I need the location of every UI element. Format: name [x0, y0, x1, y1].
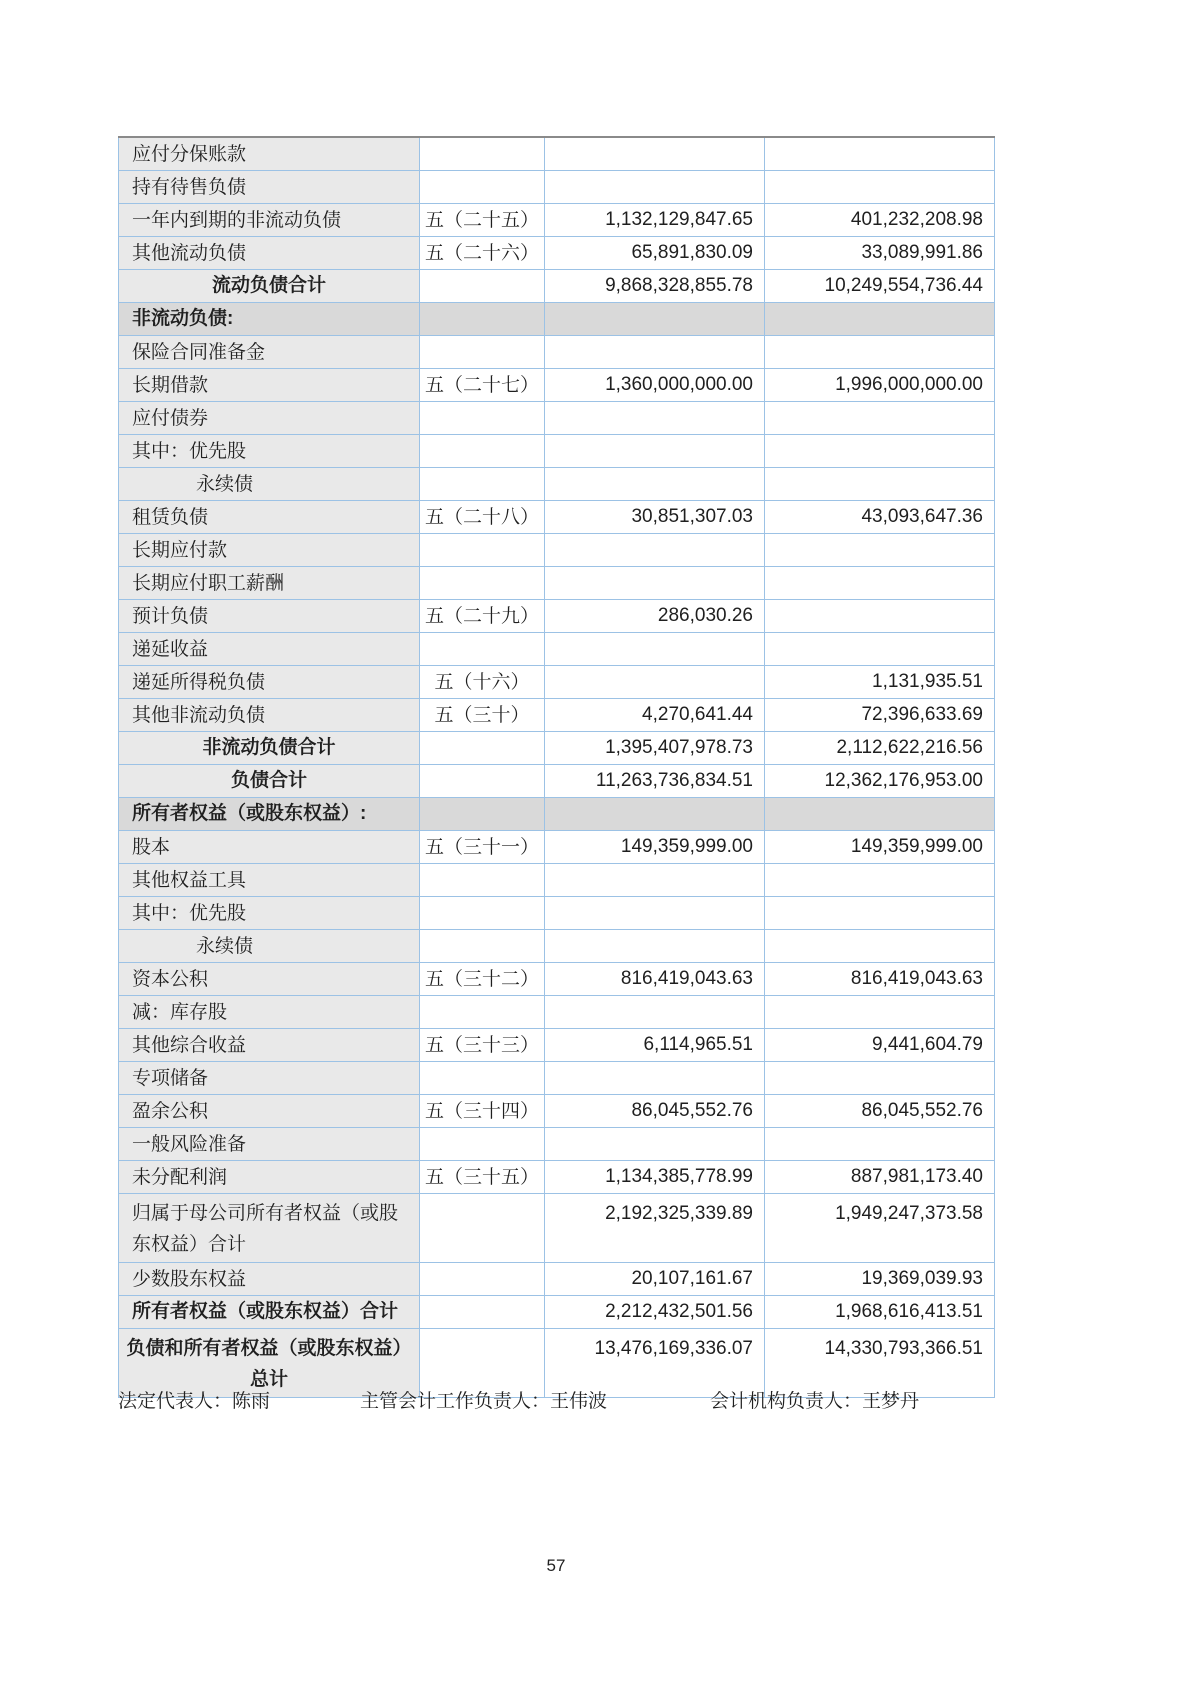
note-cell [420, 567, 545, 600]
amount-current-cell [545, 897, 765, 930]
table-row [119, 633, 995, 666]
table-row [119, 567, 995, 600]
amount-prior-cell [765, 798, 995, 831]
note-cell: 五（二十九） [420, 600, 545, 633]
amount-current-cell [545, 1062, 765, 1095]
note-cell [420, 303, 545, 336]
chief-accounting-officer-text: 主管会计工作负责人：王伟波 [360, 1390, 608, 1412]
row-label-cell: 永续债 [119, 468, 420, 501]
amount-prior-cell: 1,949,247,373.58 [765, 1194, 995, 1263]
section-header-row [119, 798, 995, 831]
amount-current-cell [545, 336, 765, 369]
amount-prior-cell [765, 600, 995, 633]
amount-current-cell [545, 798, 765, 831]
note-cell [420, 1128, 545, 1161]
amount-prior-cell [765, 864, 995, 897]
amount-current-cell: 11,263,736,834.51 [545, 765, 765, 798]
note-cell [420, 897, 545, 930]
note-cell: 五（三十四） [420, 1095, 545, 1128]
table-row [119, 402, 995, 435]
row-label-cell: 其他权益工具 [119, 864, 420, 897]
table-row [119, 501, 995, 534]
table-row [119, 1194, 995, 1263]
amount-current-cell: 816,419,043.63 [545, 963, 765, 996]
amount-prior-cell [765, 435, 995, 468]
amount-prior-cell: 12,362,176,953.00 [765, 765, 995, 798]
amount-current-cell: 20,107,161.67 [545, 1263, 765, 1296]
amount-prior-cell [765, 930, 995, 963]
amount-prior-cell: 1,996,000,000.00 [765, 369, 995, 402]
table-row [119, 732, 995, 765]
amount-prior-cell: 86,045,552.76 [765, 1095, 995, 1128]
amount-current-cell: 2,212,432,501.56 [545, 1296, 765, 1329]
row-label-cell: 未分配利润 [119, 1161, 420, 1194]
amount-prior-cell: 2,112,622,216.56 [765, 732, 995, 765]
amount-prior-cell [765, 1128, 995, 1161]
row-label-cell: 递延所得税负债 [119, 666, 420, 699]
row-label-cell: 持有待售负债 [119, 171, 420, 204]
row-label-cell: 资本公积 [119, 963, 420, 996]
note-cell [420, 633, 545, 666]
section-header-row [119, 303, 995, 336]
row-label-cell: 其中：优先股 [119, 435, 420, 468]
table-row [119, 1128, 995, 1161]
note-cell: 五（三十五） [420, 1161, 545, 1194]
amount-current-cell: 2,192,325,339.89 [545, 1194, 765, 1263]
row-label-cell: 其他流动负债 [119, 237, 420, 270]
table-row [119, 204, 995, 237]
amount-current-cell: 86,045,552.76 [545, 1095, 765, 1128]
table-row [119, 831, 995, 864]
row-label-cell: 少数股东权益 [119, 1263, 420, 1296]
note-cell: 五（三十三） [420, 1029, 545, 1062]
amount-prior-cell [765, 567, 995, 600]
note-cell [420, 171, 545, 204]
amount-current-cell [545, 633, 765, 666]
table-row [119, 435, 995, 468]
amount-current-cell [545, 666, 765, 699]
row-label-cell: 非流动负债: [119, 303, 420, 336]
table-row [119, 1161, 995, 1194]
table-row [119, 864, 995, 897]
table-row [119, 1029, 995, 1062]
note-cell [420, 765, 545, 798]
row-label-cell: 一年内到期的非流动负债 [119, 204, 420, 237]
table-row [119, 1296, 995, 1329]
table-row [119, 369, 995, 402]
table-row [119, 963, 995, 996]
row-label-cell: 专项储备 [119, 1062, 420, 1095]
amount-current-cell [545, 534, 765, 567]
amount-prior-cell: 887,981,173.40 [765, 1161, 995, 1194]
table-row [119, 1095, 995, 1128]
amount-current-cell [545, 435, 765, 468]
row-label-cell: 递延收益 [119, 633, 420, 666]
amount-current-cell: 9,868,328,855.78 [545, 270, 765, 303]
note-cell [420, 798, 545, 831]
amount-current-cell: 286,030.26 [545, 600, 765, 633]
amount-prior-cell [765, 336, 995, 369]
note-cell: 五（三十） [420, 699, 545, 732]
balance-sheet-table-body [119, 137, 995, 1398]
table-row [119, 699, 995, 732]
note-cell: 五（二十六） [420, 237, 545, 270]
table-row [119, 666, 995, 699]
page-number: 57 [546, 1556, 566, 1575]
note-cell [420, 1263, 545, 1296]
row-label-cell: 长期应付款 [119, 534, 420, 567]
amount-prior-cell: 149,359,999.00 [765, 831, 995, 864]
note-cell: 五（三十二） [420, 963, 545, 996]
amount-current-cell [545, 402, 765, 435]
amount-prior-cell: 43,093,647.36 [765, 501, 995, 534]
row-label-cell: 其中：优先股 [119, 897, 420, 930]
table-row [119, 1062, 995, 1095]
amount-current-cell: 30,851,307.03 [545, 501, 765, 534]
note-cell [420, 1296, 545, 1329]
table-row [119, 171, 995, 204]
amount-prior-cell [765, 137, 995, 171]
row-label-cell: 一般风险准备 [119, 1128, 420, 1161]
amount-current-cell: 1,134,385,778.99 [545, 1161, 765, 1194]
note-cell [420, 732, 545, 765]
amount-prior-cell [765, 402, 995, 435]
table-row [119, 270, 995, 303]
table-row [119, 137, 995, 171]
amount-prior-cell [765, 996, 995, 1029]
note-cell: 五（二十七） [420, 369, 545, 402]
note-cell [420, 435, 545, 468]
note-cell [420, 402, 545, 435]
amount-current-cell: 4,270,641.44 [545, 699, 765, 732]
row-label-cell: 应付分保账款 [119, 137, 420, 171]
row-label-cell: 租赁负债 [119, 501, 420, 534]
amount-prior-cell [765, 303, 995, 336]
amount-current-cell [545, 1128, 765, 1161]
row-label-cell: 股本 [119, 831, 420, 864]
row-label-cell: 预计负债 [119, 600, 420, 633]
note-cell [420, 534, 545, 567]
amount-prior-cell: 816,419,043.63 [765, 963, 995, 996]
amount-prior-cell [765, 468, 995, 501]
row-label-cell: 长期借款 [119, 369, 420, 402]
amount-prior-cell: 10,249,554,736.44 [765, 270, 995, 303]
note-cell [420, 1062, 545, 1095]
row-label-cell: 负债合计 [119, 765, 420, 798]
amount-prior-cell: 9,441,604.79 [765, 1029, 995, 1062]
row-label-cell: 永续债 [119, 930, 420, 963]
note-cell: 五（十六） [420, 666, 545, 699]
balance-sheet-table [118, 136, 995, 1398]
table-row [119, 468, 995, 501]
note-cell [420, 996, 545, 1029]
legal-representative-text: 法定代表人：陈雨 [118, 1390, 271, 1412]
row-label-cell: 长期应付职工薪酬 [119, 567, 420, 600]
amount-prior-cell: 1,131,935.51 [765, 666, 995, 699]
note-cell: 五（二十八） [420, 501, 545, 534]
amount-prior-cell [765, 171, 995, 204]
amount-current-cell: 13,476,169,336.07 [545, 1329, 765, 1398]
amount-current-cell: 149,359,999.00 [545, 831, 765, 864]
table-row [119, 897, 995, 930]
amount-current-cell: 1,132,129,847.65 [545, 204, 765, 237]
note-cell [420, 864, 545, 897]
row-label-cell: 所有者权益（或股东权益）: [119, 798, 420, 831]
table-row [119, 336, 995, 369]
row-label-cell: 负债和所有者权益（或股东权益）总计 [119, 1329, 420, 1398]
amount-prior-cell [765, 534, 995, 567]
table-row [119, 534, 995, 567]
amount-current-cell: 6,114,965.51 [545, 1029, 765, 1062]
amount-current-cell [545, 137, 765, 171]
note-cell [420, 137, 545, 171]
note-cell [420, 336, 545, 369]
row-label-cell: 归属于母公司所有者权益（或股东权益）合计 [119, 1194, 420, 1263]
amount-prior-cell [765, 633, 995, 666]
row-label-cell: 其他非流动负债 [119, 699, 420, 732]
amount-current-cell [545, 996, 765, 1029]
amount-current-cell: 1,395,407,978.73 [545, 732, 765, 765]
amount-current-cell: 65,891,830.09 [545, 237, 765, 270]
amount-current-cell [545, 930, 765, 963]
amount-prior-cell: 14,330,793,366.51 [765, 1329, 995, 1398]
amount-prior-cell: 1,968,616,413.51 [765, 1296, 995, 1329]
row-label-cell: 非流动负债合计 [119, 732, 420, 765]
table-row [119, 600, 995, 633]
note-cell: 五（三十一） [420, 831, 545, 864]
amount-current-cell [545, 468, 765, 501]
row-label-cell: 其他综合收益 [119, 1029, 420, 1062]
table-row [119, 765, 995, 798]
table-row [119, 1263, 995, 1296]
row-label-cell: 流动负债合计 [119, 270, 420, 303]
table-row [119, 237, 995, 270]
note-cell [420, 468, 545, 501]
amount-current-cell [545, 171, 765, 204]
amount-prior-cell: 33,089,991.86 [765, 237, 995, 270]
note-cell [420, 270, 545, 303]
amount-current-cell: 1,360,000,000.00 [545, 369, 765, 402]
row-label-cell: 减：库存股 [119, 996, 420, 1029]
amount-current-cell [545, 303, 765, 336]
signature-line [118, 1386, 994, 1416]
row-label-cell: 应付债券 [119, 402, 420, 435]
table-row [119, 930, 995, 963]
row-label-cell: 保险合同准备金 [119, 336, 420, 369]
amount-current-cell [545, 567, 765, 600]
amount-prior-cell [765, 1062, 995, 1095]
note-cell: 五（二十五） [420, 204, 545, 237]
table-row [119, 996, 995, 1029]
amount-prior-cell [765, 897, 995, 930]
row-label-cell: 所有者权益（或股东权益）合计 [119, 1296, 420, 1329]
note-cell [420, 930, 545, 963]
row-label-cell: 盈余公积 [119, 1095, 420, 1128]
accounting-dept-head-text: 会计机构负责人：王梦丹 [710, 1390, 920, 1412]
amount-prior-cell: 19,369,039.93 [765, 1263, 995, 1296]
amount-current-cell [545, 864, 765, 897]
note-cell [420, 1194, 545, 1263]
amount-prior-cell: 72,396,633.69 [765, 699, 995, 732]
amount-prior-cell: 401,232,208.98 [765, 204, 995, 237]
